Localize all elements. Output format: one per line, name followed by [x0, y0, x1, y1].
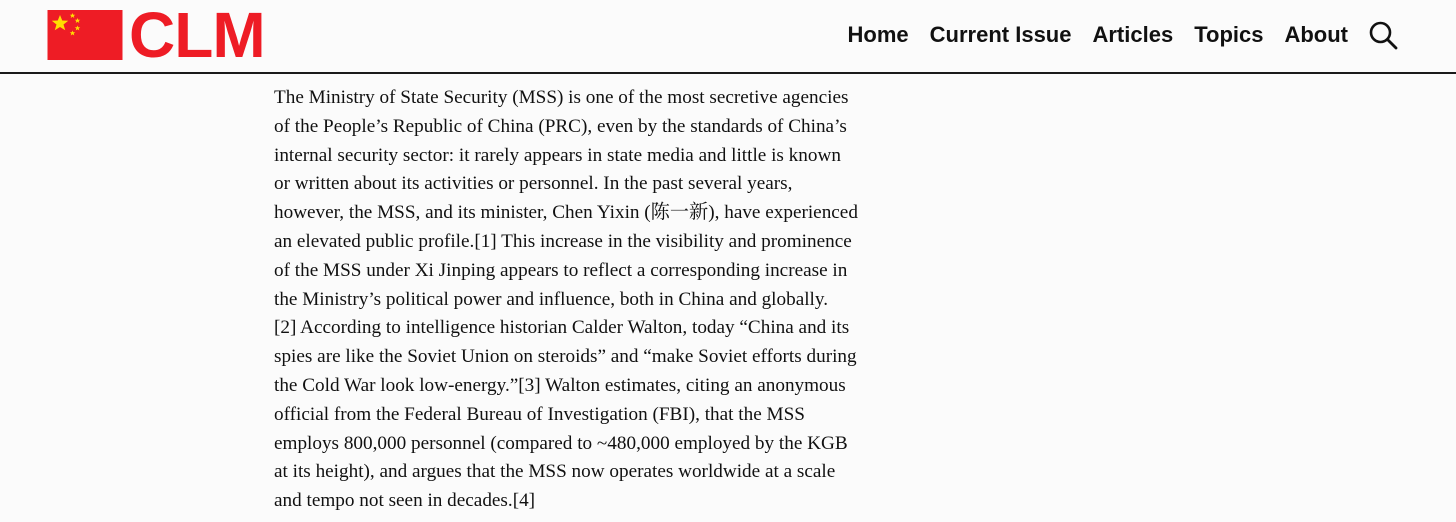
site-logo[interactable]: [47, 0, 265, 71]
paragraph-line: the Ministry’s political power and influence, both in China and globally.: [274, 288, 829, 310]
nav-home[interactable]: Home: [847, 22, 909, 47]
nav-topics[interactable]: Topics: [1194, 22, 1264, 47]
site-header: [0, 0, 1456, 74]
paragraph-line: official from the Federal Bureau of Investigation (FBI), that the MSS: [274, 403, 805, 425]
paragraph-line: employs 800,000 personnel (compared to ~480,000 employed by the KGB: [274, 432, 848, 454]
paragraph-line: spies are like the Soviet Union on steroids” and “make Soviet efforts during: [274, 346, 857, 368]
paragraph-line: the Cold War look low-energy.”[3] Walton estimates, citing an anonymous: [274, 374, 846, 396]
paragraph-line: or written about its activities or personnel. In the past several years,: [274, 173, 793, 195]
nav-current-issue[interactable]: Current Issue: [929, 22, 1072, 47]
paragraph-line: however, the MSS, and its minister, Chen Yixin (陈一新), have experienced: [274, 202, 858, 224]
search-icon[interactable]: [1368, 20, 1398, 50]
china-flag-icon: [47, 10, 123, 60]
paragraph-line: of the People’s Republic of China (PRC), even by the standards of China’s: [274, 115, 847, 137]
main-nav: [848, 20, 1398, 50]
paragraph-line: and tempo not seen in decades.[4]: [274, 490, 536, 512]
paragraph-line: of the MSS under Xi Jinping appears to reflect a corresponding increase in: [274, 259, 848, 281]
nav-articles[interactable]: Articles: [1092, 22, 1174, 47]
brand-name: CLM: [129, 0, 265, 71]
paragraph-line: The Ministry of State Security (MSS) is one of the most secretive agencies: [274, 87, 849, 108]
paragraph-line: an elevated public profile.[1] This increase in the visibility and prominence: [274, 230, 852, 252]
paragraph-line: internal security sector: it rarely appears in state media and little is known: [274, 144, 841, 166]
article-paragraph: [274, 84, 924, 516]
nav-about[interactable]: About: [1284, 22, 1348, 47]
article-body: [274, 84, 924, 516]
paragraph-line: [2] According to intelligence historian Calder Walton, today “China and its: [274, 317, 850, 339]
paragraph-line: at its height), and argues that the MSS now operates worldwide at a scale: [274, 461, 836, 483]
